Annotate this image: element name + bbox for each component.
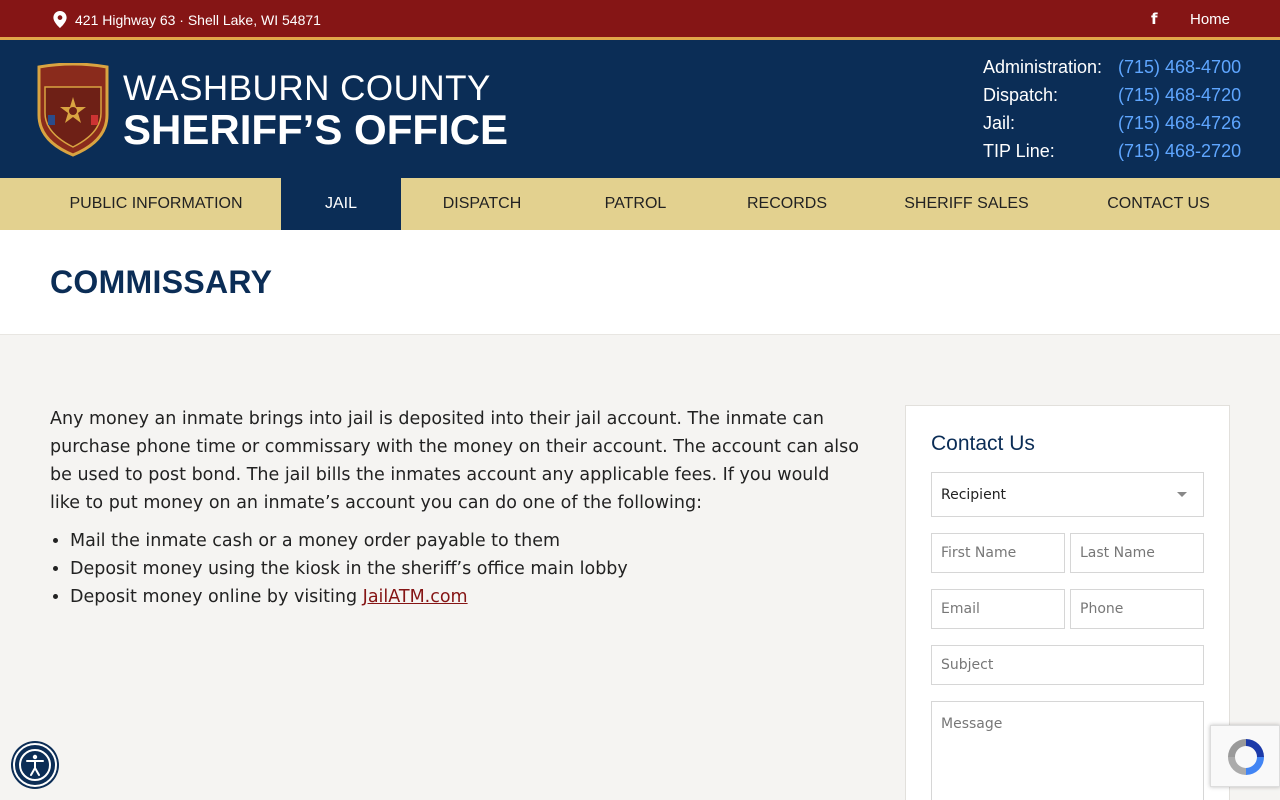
page-title-band: [0, 230, 1280, 335]
phone-row-administration: [983, 53, 1241, 81]
phone-row-dispatch: [983, 81, 1241, 109]
nav-contact-us[interactable]: CONTACT US: [1107, 195, 1210, 212]
contact-form-panel: [905, 405, 1230, 800]
phone-directory: [983, 53, 1241, 165]
nav-jail[interactable]: JAIL: [281, 178, 401, 230]
contact-heading: Contact Us: [931, 432, 1035, 455]
first-name-field[interactable]: First Name: [931, 533, 1065, 573]
chevron-down-icon: [1177, 492, 1187, 497]
accessibility-button[interactable]: [13, 743, 57, 787]
phone-label: Administration:: [983, 56, 1103, 77]
address: [53, 11, 321, 28]
phone-number-link[interactable]: (715) 468-4720: [1118, 84, 1242, 105]
phone-label: TIP Line:: [983, 140, 1055, 161]
phone-field[interactable]: Phone: [1070, 589, 1204, 629]
phone-label: Dispatch:: [983, 84, 1059, 105]
phone-row-jail: [983, 109, 1241, 137]
list-item-text: Deposit money online by visiting: [70, 587, 363, 607]
address-text: 421 Highway 63 · Shell Lake, WI 54871: [75, 11, 321, 28]
recipient-value: Recipient: [941, 486, 1007, 503]
site-header: [0, 40, 1280, 178]
facebook-icon[interactable]: f: [1151, 10, 1158, 28]
recaptcha-icon: [1223, 734, 1269, 780]
main-nav: [0, 178, 1280, 230]
recaptcha-badge[interactable]: [1210, 725, 1280, 787]
subject-field[interactable]: Subject: [931, 645, 1204, 685]
top-bar: [0, 0, 1280, 40]
accessibility-icon: [15, 745, 55, 785]
phone-label: Jail:: [983, 112, 1016, 133]
brand-line-1: WASHBURN COUNTY: [123, 69, 491, 108]
deposit-options-list: [50, 527, 860, 611]
recipient-select[interactable]: [931, 472, 1204, 517]
phone-number-link[interactable]: (715) 468-2720: [1118, 140, 1242, 161]
intro-paragraph: Any money an inmate brings into jail is deposited into their jail account. The inmate can purchase phone time or commissary with the money on their account. The account can also be used to post bond. The jail bills the inmates account any applicable fees. If you would like to put money on an inmate’s account you can do one of the following:: [50, 409, 859, 513]
sheriff-badge-logo[interactable]: [35, 63, 111, 157]
nav-records[interactable]: RECORDS: [746, 195, 827, 212]
message-field[interactable]: Message: [931, 701, 1204, 800]
brand-line-2: SHERIFF’S OFFICE: [123, 106, 509, 153]
nav-sheriff-sales[interactable]: SHERIFF SALES: [904, 195, 1029, 212]
email-field[interactable]: Email: [931, 589, 1065, 629]
page-title: COMMISSARY: [50, 264, 273, 300]
phone-number-link[interactable]: (715) 468-4700: [1118, 56, 1242, 77]
phone-number-link[interactable]: (715) 468-4726: [1118, 112, 1242, 133]
nav-dispatch[interactable]: DISPATCH: [442, 195, 522, 212]
jailatm-link[interactable]: JailATM.com: [362, 587, 468, 607]
last-name-field[interactable]: Last Name: [1070, 533, 1204, 573]
phone-row-tip-line: [983, 137, 1241, 165]
site-brand[interactable]: [123, 70, 508, 152]
list-item: • Mail the inmate cash or a money order payable to them: [70, 527, 860, 555]
map-pin-icon: [53, 11, 67, 28]
main-content: [50, 405, 860, 611]
home-link[interactable]: Home: [1190, 11, 1231, 28]
nav-public-information[interactable]: PUBLIC INFORMATION: [69, 195, 243, 212]
nav-patrol[interactable]: PATROL: [604, 195, 667, 212]
list-item: [70, 583, 860, 611]
list-item: • Deposit money using the kiosk in the sheriff’s office main lobby: [70, 555, 860, 583]
